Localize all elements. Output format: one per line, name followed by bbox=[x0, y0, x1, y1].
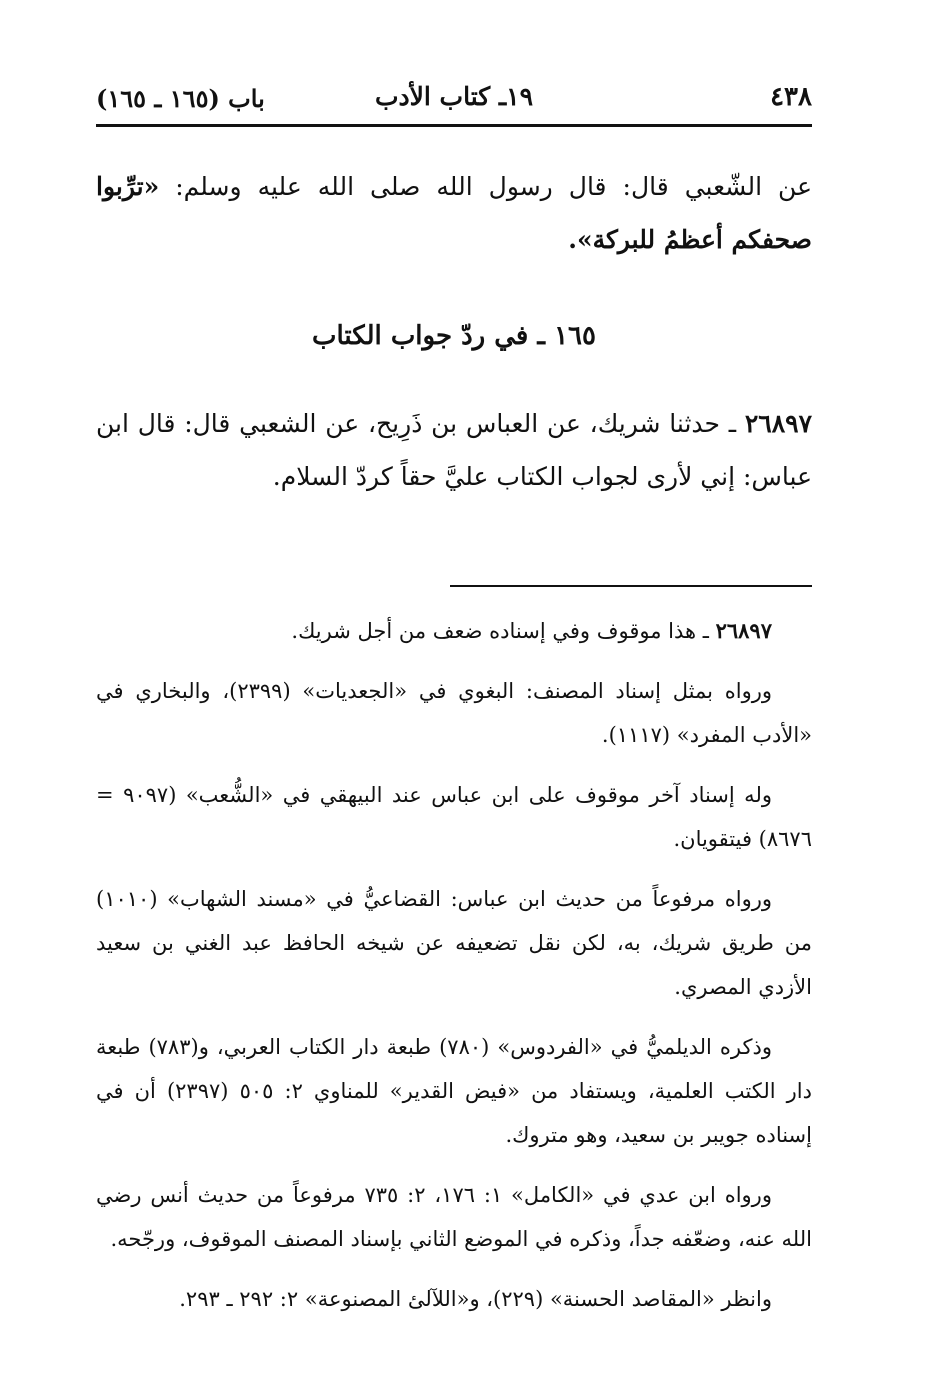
footnote-number: ٢٦٨٩٧ bbox=[715, 618, 772, 643]
page-number: ٤٣٨ bbox=[770, 82, 812, 112]
intro-plain-text: عن الشّعبي قال: قال رسول الله صلى الله عليه وسلم: bbox=[159, 172, 812, 201]
intro-bold-quote: «ترِّبوا صحفكم أعظمُ للبركة». bbox=[96, 172, 812, 254]
hadith-number: ٢٦٨٩٧ bbox=[744, 409, 812, 438]
main-text bbox=[96, 160, 812, 503]
footnote-paragraph: وله إسناد آخر موقوف على ابن عباس عند البيهقي في «الشُّعب» (٩٠٩٧ = ٨٦٧٦) فيتقويان. bbox=[96, 783, 812, 851]
chapter-range: باب (١٦٥ ـ ١٦٥) bbox=[96, 84, 265, 113]
footnote-paragraph: وانظر «المقاصد الحسنة» (٢٢٩)، و«اللآلئ المصنوعة» ٢: ٢٩٢ ـ ٢٩٣. bbox=[179, 1287, 772, 1311]
chapter-heading: ١٦٥ ـ في ردّ جواب الكتاب bbox=[312, 321, 596, 351]
footnote-paragraph: ورواه مرفوعاً من حديث ابن عباس: القضاعيُّ في «مسند الشهاب» (١٠١٠) من طريق شريك، به، لكن نقل تضعيفه عن شيخه الحافظ عبد الغني بن سعيد الأزدي المصري. bbox=[96, 887, 812, 999]
footnote-separator bbox=[450, 585, 812, 587]
book-title: ١٩ـ كتاب الأدب bbox=[374, 82, 534, 111]
footnote-text: ـ هذا موقوف وفي إسناده ضعف من أجل شريك. bbox=[291, 619, 716, 643]
footnote-paragraph: وذكره الديلميُّ في «الفردوس» (٧٨٠) طبعة دار الكتاب العربي، و(٧٨٣) طبعة دار الكتب العلمية، ويستفاد من «فيض القدير» للمناوي ٢: ٥٠٥ (٢٣٩٧) أن في إسناده جويبر بن سعيد، وهو متروك. bbox=[96, 1035, 812, 1147]
footnote-paragraph bbox=[96, 609, 812, 653]
footnote-paragraph: ورواه ابن عدي في «الكامل» ١: ١٧٦، ٢: ٧٣٥ مرفوعاً من حديث أنس رضي الله عنه، وضعّفه جداً، وذكره في الموضع الثاني بإسناد المصنف الموقوف، ورجّحه. bbox=[96, 1183, 812, 1251]
footnote-paragraph: ورواه بمثل إسناد المصنف: البغوي في «الجعديات» (٢٣٩٩)، والبخاري في «الأدب المفرد» (١١١٧). bbox=[96, 679, 812, 747]
footnotes bbox=[96, 609, 812, 1321]
header-rule bbox=[96, 124, 812, 127]
hadith-paragraph bbox=[96, 397, 812, 503]
running-header bbox=[96, 70, 812, 122]
intro-paragraph bbox=[96, 160, 812, 266]
book-page bbox=[96, 70, 812, 1337]
hadith-text: ـ حدثنا شريك، عن العباس بن ذَرِيح، عن الشعبي قال: قال ابن عباس: إني لأرى لجواب الكتاب عليَّ حقاً كردّ السلام. bbox=[96, 409, 812, 491]
